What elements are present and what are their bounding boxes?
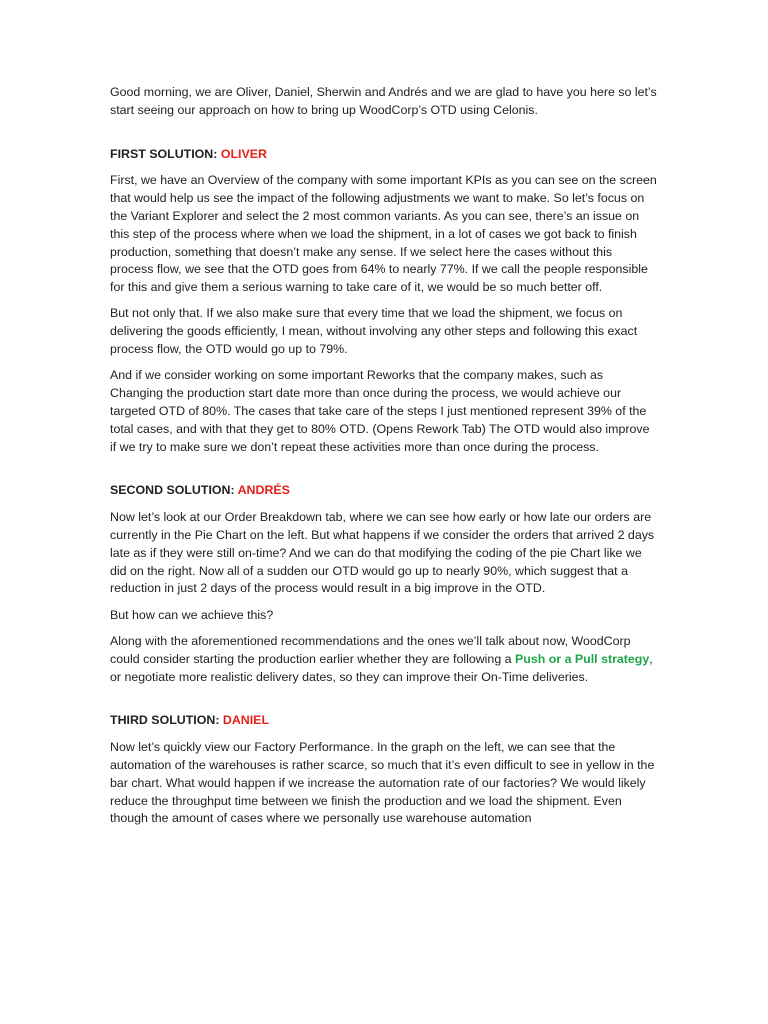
heading-label: FIRST SOLUTION:	[110, 146, 221, 161]
heading-label: THIRD SOLUTION:	[110, 713, 223, 728]
first-solution-paragraph-3: And if we consider working on some important Reworks that the company makes, such as Changing the production start date more than once during the process, we would achieve our targeted OTD of 80%. The cases that take care of the steps I just mentioned represent 39% of the total cases, and with that they get to 80% OTD. (Opens Rework Tab) The OTD would also improve if we try to make sure we don’t repeat these activities more than once during the process.	[110, 368, 650, 454]
presenter-name-andres: ANDRÉS	[237, 483, 290, 498]
presenter-name-daniel: DANIEL	[222, 713, 270, 728]
push-pull-strategy-highlight: Push or a Pull strategy	[515, 651, 650, 666]
heading-label: SECOND SOLUTION:	[110, 483, 238, 498]
third-solution-heading	[110, 712, 658, 730]
intro-paragraph: Good morning, we are Oliver, Daniel, Sherwin and Andrés and we are glad to have you here so let’s start seeing our approach on how to bring up WoodCorp’s OTD using Celonis.	[110, 85, 657, 117]
first-solution-paragraph-1: First, we have an Overview of the company with some important KPIs as you can see on the screen that would help us see the impact of the following adjustments we want to make. So let’s focus on the Variant Explorer and select the 2 most common variants. As you can see, there’s an issue on this step of the process where when we load the shipment, in a lot of cases we got back to finish production, something that doesn’t make any sense. If we select here the cases without this process flow, we see that the OTD goes from 64% to nearly 77%. If we call the people responsible for this and give them a serious warning to take care of it, we would be so much better off.	[110, 173, 657, 295]
presenter-name-oliver: OLIVER	[220, 146, 267, 161]
paragraph-text: , or negotiate more realistic delivery dates, so they can improve their On-Time deliveries.	[110, 651, 653, 684]
second-solution-heading	[110, 482, 658, 500]
second-solution-paragraph-1: Now let’s look at our Order Breakdown tab, where we can see how early or how late our orders are currently in the Pie Chart on the left. But what happens if we consider the orders that arrived 2 days late as if they were still on-time? And we can do that modifying the coding of the pie Chart like we did on the right. Now all of a sudden our OTD would go up to nearly 90%, which suggest that a reduction in just 2 days of the process would result in a big improve in the OTD.	[110, 510, 655, 596]
document-page	[110, 84, 658, 837]
second-solution-paragraph-2: But how can we achieve this?	[110, 607, 274, 622]
first-solution-heading	[110, 146, 658, 164]
second-solution-paragraph-3	[110, 633, 658, 686]
third-solution-paragraph-1: Now let’s quickly view our Factory Performance. In the graph on the left, we can see that the automation of the warehouses is rather scarce, so much that it’s even difficult to see in yellow in the bar chart. What would happen if we increase the automation rate of our factories? We would likely reduce the throughput time between we finish the production and we load the shipment. Even though the amount of cases where we personally use warehouse automation	[110, 740, 655, 826]
paragraph-text: Along with the aforementioned recommendations and the ones we’ll talk about now, WoodCorp could consider starting the production earlier whether they are following a	[110, 633, 631, 666]
first-solution-paragraph-2: But not only that. If we also make sure that every time that we load the shipment, we focus on delivering the goods efficiently, I mean, without involving any other steps and following this exact process flow, the OTD would go up to 79%.	[110, 306, 638, 357]
